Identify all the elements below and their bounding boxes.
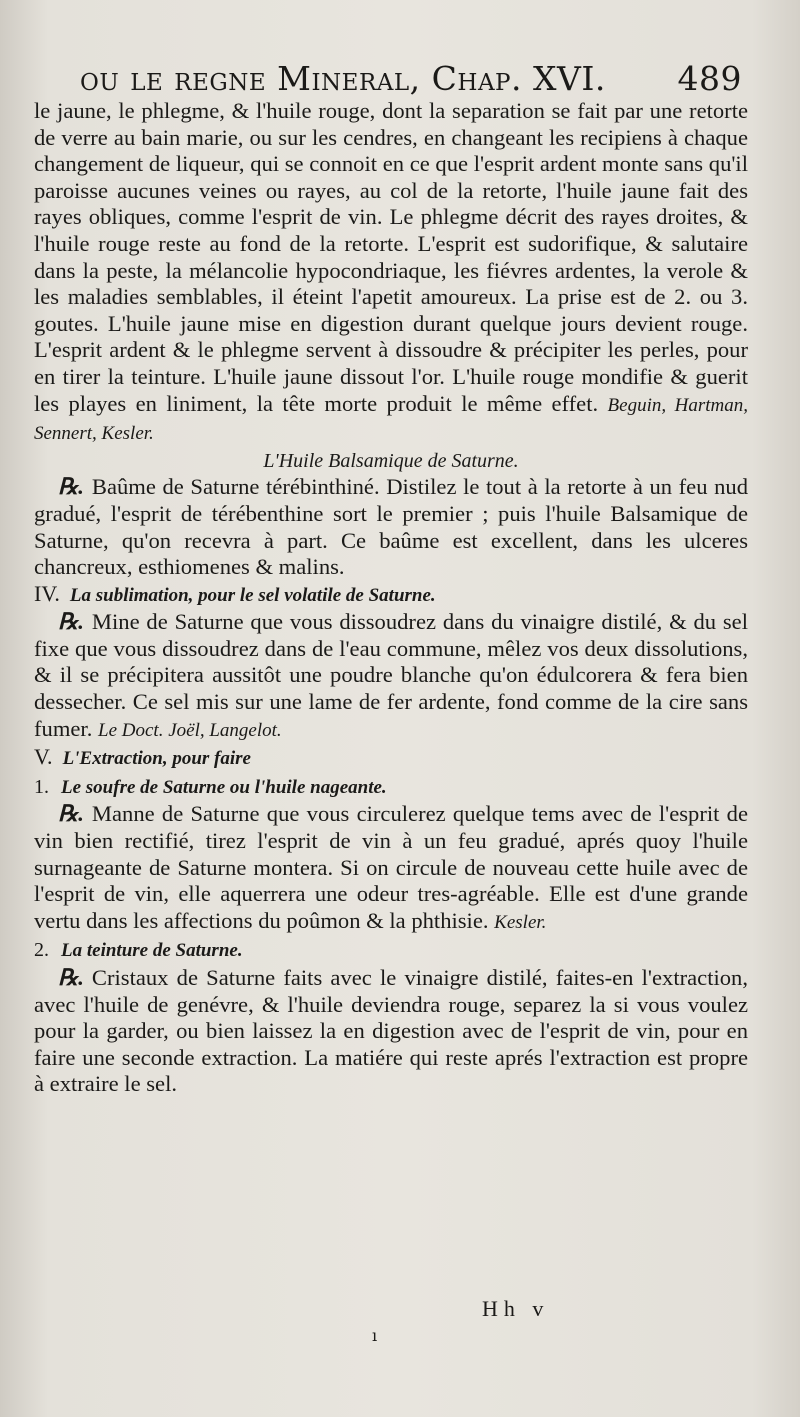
section-4-number: IV. — [34, 580, 60, 606]
page-header — [80, 60, 742, 98]
section-5-heading — [34, 744, 748, 773]
item-1-citations: Kesler. — [494, 911, 547, 933]
ink-mark: ı — [372, 1326, 378, 1345]
recipe-symbol: ℞. — [58, 609, 84, 635]
balsam-heading: L'Huile Balsamique de Saturne. — [263, 449, 519, 472]
item-1-number: 1. — [34, 775, 49, 798]
item-1-heading — [34, 773, 748, 802]
section-4-text: Mine de Saturne que vous dissoudrez dans du vinaigre distilé, & du sel fixe que vous dissoudrez dans de l'eau commune, mêlez vos deux dissolutions, & il se précipitera aussitôt une poudre blanche qu'on édulcorera & fera bien dessecher. Ce sel mis sur une lame de fer ardente, fond comme de la cire sans fumer. — [34, 609, 748, 741]
running-title: ou le regne Mineral, Chap. XVI. — [80, 59, 606, 98]
intro-paragraph — [34, 98, 748, 448]
item-2-heading — [34, 936, 748, 965]
item-1-text: Manne de Saturne que vous circulerez quelque tems avec de l'esprit de vin bien rectifié, tirez l'esprit de vin à un feu gradué, aprés quoy l'huile surnageante de Saturne montera. Si on circule de nouveau cette huile avec de l'esprit de vin, elle aquerrera une odeur tres-agréable. Elle est d'une grande vertu dans les affections du poûmon & la phthisie. — [34, 801, 748, 933]
item-1-title: Le soufre de Saturne ou l'huile nageante. — [61, 776, 387, 798]
section-5-title: L'Extraction, pour faire — [62, 748, 251, 770]
section-4-title: La sublimation, pour le sel volatile de Saturne. — [69, 584, 436, 606]
item-2-title: La teinture de Saturne. — [61, 940, 243, 962]
item-2-paragraph — [34, 965, 748, 1098]
item-1-paragraph — [34, 801, 748, 936]
recipe-symbol: ℞. — [58, 965, 84, 990]
intro-citations: Beguin, Hartman, Sennert, Kesler. — [34, 394, 748, 445]
item-2-number: 2. — [34, 939, 49, 962]
recipe-symbol: ℞. — [58, 474, 84, 500]
page-body — [34, 98, 748, 1098]
recipe-symbol: ℞. — [58, 801, 84, 827]
balsam-paragraph — [34, 474, 748, 580]
balsam-text: Baûme de Saturne térébinthiné. Distilez le tout à la retorte à un feu nud gradué, l'esprit de térébenthine sort le premier ; puis l'huile Balsamique de Saturne, qu'on recevra à part. Ce baûme est excellent, dans les ulceres chancreux, esthiomenes & malins. — [34, 474, 748, 580]
section-4-heading — [34, 581, 748, 610]
section-4-citations: Le Doct. Joël, Langelot. — [98, 719, 282, 741]
intro-text: le jaune, le phlegme, & l'huile rouge, dont la separation se fait par une retorte de verre au bain marie, ou sur les cendres, en changeant les recipiens à chaque changement de liqueur, qui se connoit en ce que l'esprit ardent monte sans qu'il paroisse aucunes veines ou rayes, au col de la retorte, l'huile jaune fait des rayes obliques, comme l'esprit de vin. Le phlegme décrit des rayes droites, & l'huile rouge reste au fond de la retorte. L'esprit est sudorifique, & salutaire dans la peste, la mélancolie hypocondriaque, les fiévres ardentes, la verole & les maladies semblables, il éteint l'apetit amoureux. La prise est de 2. ou 3. goutes. L'huile jaune mise en digestion durant quelque jours devient rouge. L'esprit ardent & le phlegme servent à dissoudre & précipiter les perles, pour en tirer la teinture. L'huile jaune dissout l'or. L'huile rouge mondifie & guerit les playes en liniment, la tête morte produit le même effet. — [34, 98, 748, 416]
section-4-paragraph — [34, 609, 748, 744]
section-5-number: V. — [34, 744, 53, 770]
page-number: 489 — [677, 59, 742, 98]
item-2-text: Cristaux de Saturne faits avec le vinaigre distilé, faites-en l'extraction, avec l'huile de genévre, & l'huile deviendra rouge, separez la si vous voulez pour la garder, ou bien laissez la en digestion avec de l'esprit de vin, pour en faire une seconde extraction. La matiére qui reste aprés l'extraction est propre à extraire le sel. — [34, 965, 748, 1097]
signature-mark: Hh v — [482, 1296, 550, 1321]
